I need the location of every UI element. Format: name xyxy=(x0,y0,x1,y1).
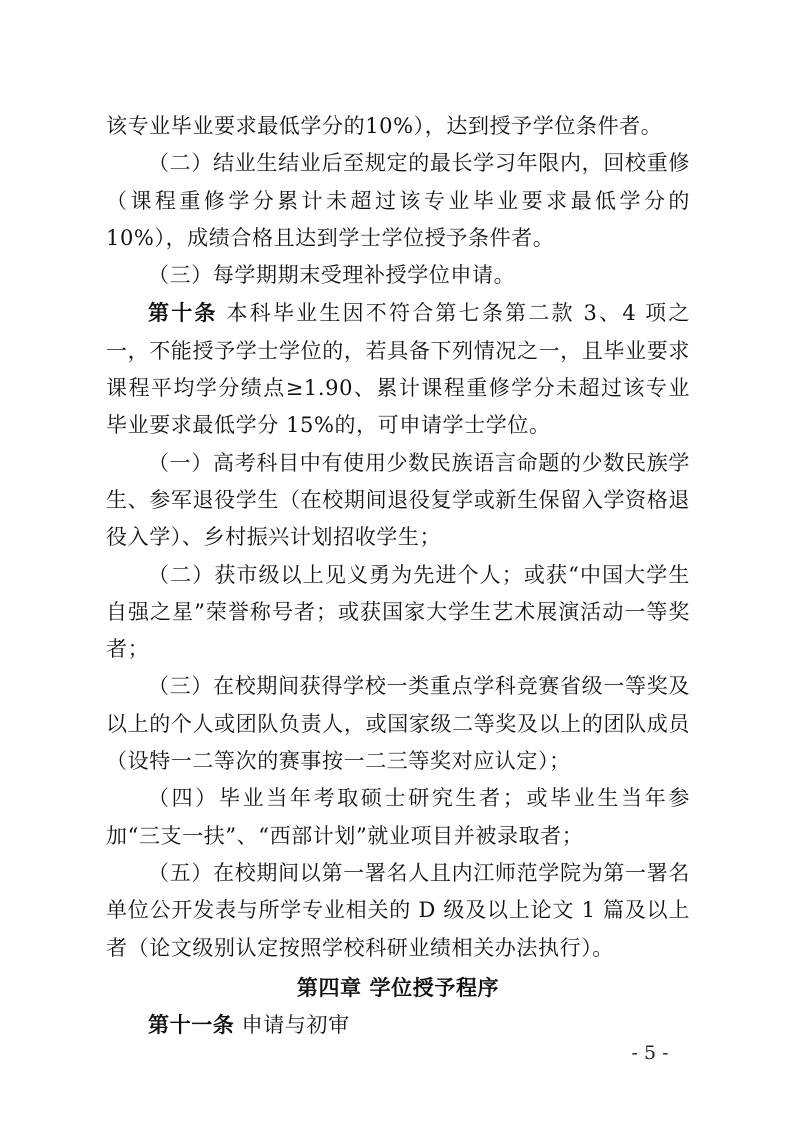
article-10-label: 第十条 xyxy=(148,300,218,326)
condition-item-2: （二）获市级以上见义勇为先进个人；或获“中国大学生自强之星”荣誉称号者；或获国家大学生艺术展演活动一等奖者； xyxy=(106,562,690,662)
condition-item-1: （一）高考科目中有使用少数民族语言命题的少数民族学生、参军退役学生（在校期间退役复学或新生保留入学资格退役入学）、乡村振兴计划招收学生； xyxy=(106,450,690,550)
condition-item-5: （五）在校期间以第一署名人且内江师范学院为第一署名单位公开发表与所学专业相关的 D 级及以上论文 1 篇及以上者（论文级别认定按照学校科研业绩相关办法执行）。 xyxy=(106,860,690,960)
document-body xyxy=(106,108,690,1044)
article-11-label: 第十一条 xyxy=(148,1012,235,1038)
article-11 xyxy=(106,1006,690,1044)
paragraph-item-2: （二）结业生结业后至规定的最长学习年限内，回校重修（课程重修学分累计未超过该专业毕业要求最低学分的 10%），成绩合格且达到学士学位授予条件者。 xyxy=(106,151,690,250)
condition-item-4: （四）毕业当年考取硕士研究生者；或毕业生当年参加“三支一扶”、“西部计划”就业项目并被录取者； xyxy=(106,786,690,848)
chapter-title: 第四章 学位授予程序 xyxy=(296,974,500,1000)
condition-item-3: （三）在校期间获得学校一类重点学科竞赛省级一等奖及以上的个人或团队负责人，或国家级二等奖及以上的团队成员（设特一二等次的赛事按一二三等奖对应认定）； xyxy=(106,674,690,774)
page-number: - 5 - xyxy=(631,1042,669,1064)
article-10 xyxy=(106,294,690,444)
paragraph-item-3: （三）每学期期末受理补授学位申请。 xyxy=(148,263,516,288)
article-10-text: 本科毕业生因不符合第七条第二款 3、4 项之一，不能授予学士学位的，若具备下列情况之一，且毕业要求课程平均学分绩点≥1.90、累计课程重修学分未超过该专业毕业要求最低学分 15%的，可申请学士学位。 xyxy=(106,301,690,438)
paragraph-continuation: 该专业毕业要求最低学分的10%），达到授予学位条件者。 xyxy=(106,114,663,138)
article-11-text: 申请与初审 xyxy=(234,1013,350,1038)
